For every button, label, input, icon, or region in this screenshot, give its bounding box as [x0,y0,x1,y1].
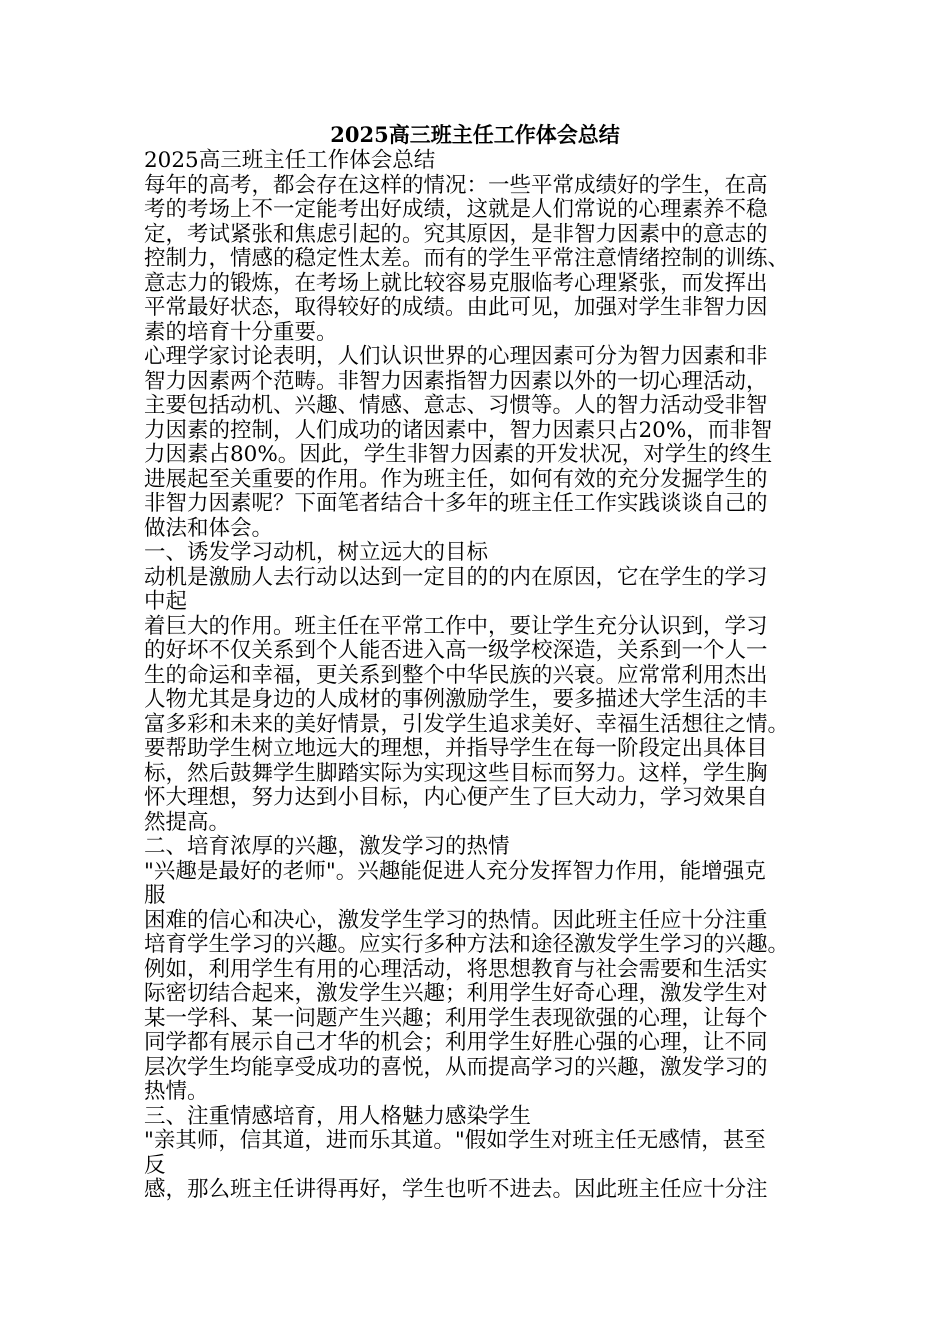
section-heading: 二、培育浓厚的兴趣，激发学习的热情 [144,834,510,859]
text-line: 富多彩和未来的美好情景，引发学生追求美好、幸福生活想往之情。 [144,711,790,737]
text-line: 服 [144,883,166,908]
text-line: 每年的高考，都会存在这样的情况：一些平常成绩好的学生，在高 [144,172,768,198]
text-line: 的好坏不仅关系到个人能否进入高一级学校深造，关系到一个人一 [144,638,768,663]
text-line: 某一学科、某一问题产生兴趣；利用学生表现欲强的心理，让每个 [144,1005,768,1031]
text-line: 控制力，情感的稳定性太差。而有的学生平常注意情绪控制的训练、 [144,246,790,271]
text-line: 怀大理想，努力达到小目标，内心便产生了巨大动力，学习效果自 [144,785,768,810]
text-line: 主要包括动机、兴趣、情感、意志、习惯等。人的智力活动受非智 [144,393,768,418]
text-line: 力因素的控制，人们成功的诸因素中，智力因素只占20%，而非智 [144,417,773,443]
text-line: 中起 [144,589,188,614]
text-line: 力因素占80%。因此，学生非智力因素的开发状况，对学生的终生 [144,442,773,467]
text-line: 例如，利用学生有用的心理活动，将思想教育与社会需要和生活实 [144,956,768,982]
text-line: 际密切结合起来，激发学生兴趣；利用学生好奇心理，激发学生对 [144,981,768,1006]
text-line: 定，考试紧张和焦虑引起的。究其原因，是非智力因素中的意志的 [144,221,768,247]
text-line: 非智力因素呢？下面笔者结合十多年的班主任工作实践谈谈自己的 [144,491,768,516]
text-line: 生的命运和幸福，更关系到整个中华民族的兴衰。应常常利用杰出 [144,662,768,688]
section-heading: 三、注重情感培育，用人格魅力感染学生 [144,1103,532,1129]
text-line: 同学都有展示自己才华的机会；利用学生好胜心强的心理，让不同 [144,1030,768,1055]
text-line: 要帮助学生树立地远大的理想，并指导学生在每一阶段定出具体目 [144,736,768,761]
text-line: 进展起至关重要的作用。作为班主任，如何有效的充分发掘学生的 [144,466,768,492]
text-line: 层次学生均能享受成功的喜悦，从而提高学习的兴趣，激发学习的 [144,1054,768,1080]
document-body [144,149,804,1203]
text-line: 素的培育十分重要。 [144,319,338,345]
document-title: 2025高三班主任工作体会总结 [330,122,620,147]
text-line: 考的考场上不一定能考出好成绩，这就是人们常说的心理素养不稳 [144,197,768,222]
text-line: 热情。 [144,1079,209,1104]
section-heading: 一、诱发学习动机，树立远大的目标 [144,540,489,565]
text-line: 平常最好状态，取得较好的成绩。由此可见，加强对学生非智力因 [144,295,768,320]
text-line: 感，那么班主任讲得再好，学生也听不进去。因此班主任应十分注 [144,1177,768,1202]
text-line: 反 [144,1152,166,1178]
text-line: 标，然后鼓舞学生脚踏实际为实现这些目标而努力。这样，学生胸 [144,760,768,786]
text-line: 然提高。 [144,809,231,835]
text-line: 人物尤其是身边的人成材的事例激励学生，要多描述大学生活的丰 [144,687,768,712]
text-line: 困难的信心和决心，激发学生学习的热情。因此班主任应十分注重 [144,907,768,933]
text-line: 心理学家讨论表明，人们认识世界的心理因素可分为智力因素和非 [144,344,768,369]
text-line: 智力因素两个范畴。非智力因素指智力因素以外的一切心理活动， [144,368,768,394]
text-line: 意志力的锻炼，在考场上就比较容易克服临考心理紧张，而发挥出 [144,270,768,296]
text-line: "兴趣是最好的老师"。兴趣能促进人充分发挥智力作用，能增强克 [144,858,766,884]
text-line: 着巨大的作用。班主任在平常工作中，要让学生充分认识到，学习 [144,613,768,639]
text-line: "亲其师，信其道，进而乐其道。"假如学生对班主任无感情，甚至 [144,1128,766,1153]
text-line: 2025高三班主任工作体会总结 [144,148,436,173]
text-line: 培育学生学习的兴趣。应实行多种方法和途径激发学生学习的兴趣。 [144,932,790,957]
text-line: 动机是激励人去行动以达到一定目的的内在原因，它在学生的学习 [144,564,768,590]
text-line: 做法和体会。 [144,515,274,541]
